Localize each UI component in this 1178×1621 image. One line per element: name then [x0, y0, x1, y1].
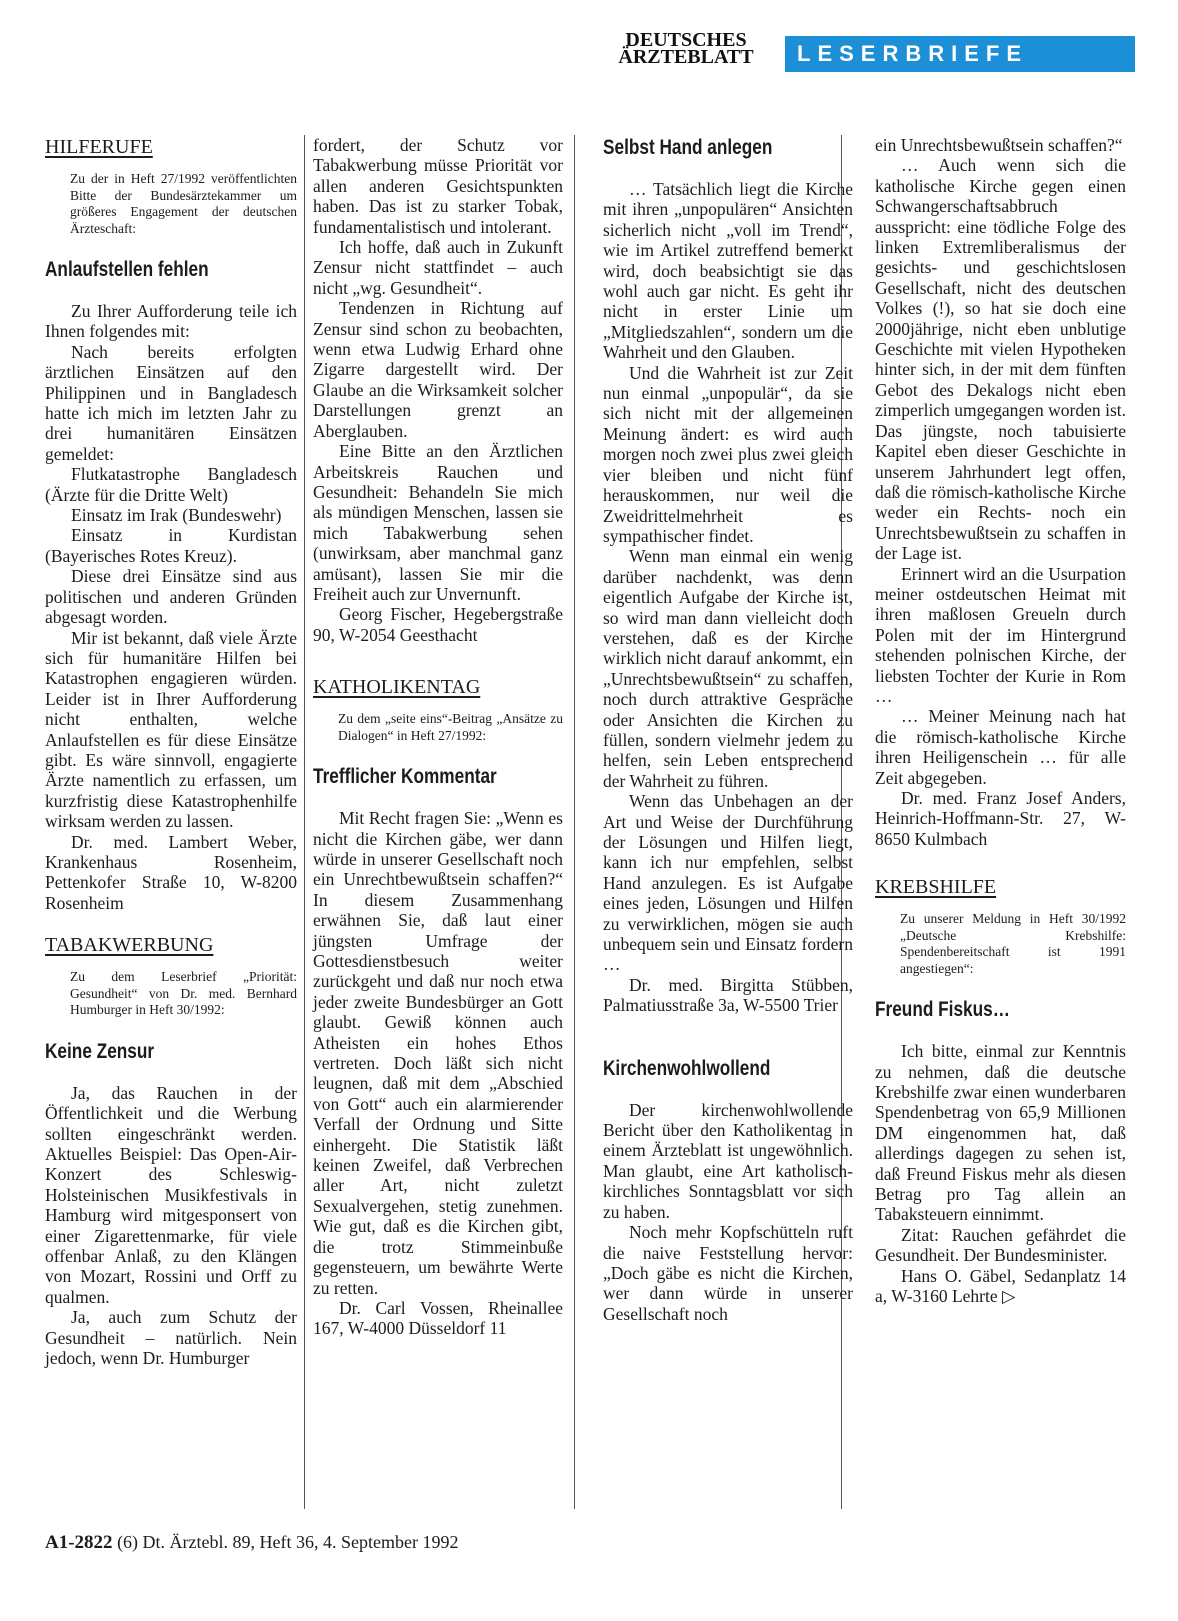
paragraph: Erinnert wird an die Usurpation meiner ostdeutschen Heimat mit ihren maßlosen Greueln durch Polen mit der im Hintergrund stehenden polnischen Kirche, der liebsten Tochter der Kurie in Rom … [875, 563, 1126, 706]
letter-headline: Selbst Hand anlegen [603, 136, 773, 159]
paragraph: Noch mehr Kopfschütteln ruft die naive Feststellung hervor: „Doch gäbe es nicht die Kirchen, wer dann würde in unserer Gesellschaft noch [603, 1222, 853, 1324]
page-footer [45, 1532, 458, 1554]
author-signature: Dr. med. Birgitta Stübben, Palmatiusstraße 3a, W-5500 Trier [603, 974, 853, 1016]
paragraph: Tendenzen in Richtung auf Zensur sind schon zu beobachten, wenn etwa Ludwig Erhard ohne Zigarre dargestellt wird. Der Glaube an die Wirksamkeit solcher Darstellungen grenzt an Aberglauben. [313, 298, 563, 441]
page-number: A1-2822 [45, 1532, 113, 1553]
paragraph: Einsatz in Kurdistan (Bayerisches Rotes Kreuz). [45, 525, 297, 566]
author-signature: Dr. Carl Vossen, Rheinallee 167, W-4000 Düsseldorf 11 [313, 1297, 563, 1339]
letter-intro: Zu dem Leserbrief „Priorität: Gesundheit“ von Dr. med. Bernhard Humburger in Heft 30/1992: [70, 969, 297, 1018]
paragraph: … Tatsächlich liegt die Kirche mit ihren „unpopulären“ Ansichten sicherlich nicht „voll im Trend“, wie im Artikel zutreffend bemerkt wird, doch beabsichtigt sie das wohl auch gar nicht. Es geht ihr nicht in erster Linie um „Mitgliedszahlen“, sondern um die Wahrheit und den Glauben. [603, 179, 853, 363]
section-heading: TABAKWERBUNG [45, 934, 214, 957]
paragraph: … Auch wenn sich die katholische Kirche gegen einen Schwangerschaftsabbruch ausspricht: eine tödliche Folge des linken Extremliberalismus der gesichts- und geschichtslosen Gesellschaft, nicht des deutschen Volkes (!), so hat sie doch eine 2000jährige, nicht eben unblutige Geschichte mit vielen Hypotheken hinter sich, in der mit dem fünften Gebot des Dekalogs nicht eben zimperlich umgegangen worden ist. Das jüngste, noch tabuisierte Kapitel eben dieser Geschichte in unserem Jahrhundert legt offen, daß die römisch-katholische Kirche weder ein Rechts- noch ein Unrechtsbewußtsein zu schaffen in der Lage ist. [875, 155, 1126, 564]
paragraph: Zu Ihrer Aufforderung teile ich Ihnen folgendes mit: [45, 301, 297, 342]
section-heading: HILFERUFE [45, 136, 153, 158]
paragraph: Ja, auch zum Schutz der Gesundheit – natürlich. Nein jedoch, wenn Dr. Humburger [45, 1307, 297, 1368]
column-rule [304, 135, 305, 1509]
author-signature: Hans O. Gäbel, Sedanplatz 14 a, W-3160 Lehrte ▷ [875, 1265, 1126, 1307]
paragraph: Wenn man einmal ein wenig darüber nachdenkt, was denn eigentlich Aufgabe der Kirche ist, so wird man dann vielleicht doch verstehen, daß es der Kirche wirklich nicht darauf ankommt, ein „Unrechtsbewußtsein“ zu schaffen, noch durch attraktive Gespräche oder Ansichten die Kirchen zu füllen, sondern vielmehr jedem zu helfen, sein Leben entsprechend der Wahrheit zu führen. [603, 546, 853, 791]
section-heading: KATHOLIKENTAG [313, 676, 481, 699]
citation: (6) Dt. Ärztebl. 89, Heft 36, 4. September 1992 [117, 1532, 459, 1552]
column-3 [603, 135, 853, 1324]
journal-masthead [604, 29, 768, 68]
column-rule [574, 135, 575, 1509]
letter-headline: Anlaufstellen fehlen [45, 258, 209, 281]
paragraph: Wenn das Unbehagen an der Art und Weise der Durchführung der Lösungen und Hilfen liegt, kann ich nur empfehlen, selbst Hand anzulegen. Es ist Aufgabe eines jeden, Lösungen und Hilfen zu verwirklichen, mögen sie auch unbequem sein und Einsatz fordern … [603, 791, 853, 975]
paragraph: Diese drei Einsätze sind aus politischen und anderen Gründen abgesagt worden. [45, 566, 297, 628]
author-signature: Dr. med. Franz Josef Anders, Heinrich-Hoffmann-Str. 27, W-8650 Kulmbach [875, 788, 1126, 849]
paragraph: Ich bitte, einmal zur Kenntnis zu nehmen, daß die deutsche Krebshilfe zwar einen wunderbaren Spendenbetrag von 65,9 Millionen DM eingenommen hat, daß allerdings dagegen zu sehen ist, daß Freund Fiskus mehr als diesen Betrag pro Tag allein an Tabaksteuern einnimmt. [875, 1041, 1126, 1225]
letter-headline: Kirchenwohlwollend [603, 1056, 771, 1080]
letter-intro: Zu der in Heft 27/1992 veröffentlichten Bitte der Bundesärztekammer um größeres Engagement der deutschen Ärzteschaft: [70, 171, 297, 236]
letter-headline: Keine Zensur [45, 1039, 155, 1063]
letter-intro: Zu dem „seite eins“-Beitrag „Ansätze zu Dialogen“ in Heft 27/1992: [338, 711, 563, 743]
paragraph: fordert, der Schutz vor Tabakwerbung müsse Priorität vor allen anderen Gesichtspunkten haben. Das ist zu starker Tobak, fundamentalistisch und intolerant. [313, 135, 563, 237]
paragraph: ein Unrechtsbewußtsein schaffen?“ [875, 135, 1123, 155]
column-4 [875, 135, 1126, 1307]
paragraph: … Meiner Meinung nach hat die römisch-katholische Kirche ihren Heiligenschein … für alle Zeit abgegeben. [875, 706, 1126, 788]
letter-headline: Trefflicher Kommentar [313, 765, 497, 789]
letter-intro: Zu unserer Meldung in Heft 30/1992 „Deutsche Krebshilfe: Spendenbereitschaft ist 1991 angestiegen“: [900, 911, 1126, 976]
column-2 [313, 135, 563, 1339]
column-1 [45, 135, 297, 1368]
section-heading: KREBSHILFE [875, 876, 997, 899]
paragraph: Einsatz im Irak (Bundeswehr) [71, 505, 282, 526]
paragraph: Eine Bitte an den Ärztlichen Arbeitskreis Rauchen und Gesundheit: Behandeln Sie mich als mündigen Menschen, lassen sie mich Tabakwerbung sehen (unwirksam, aber manchmal ganz amüsant), lassen Sie mir die Freiheit auch zur Unvernunft. [313, 441, 563, 604]
author-signature: Dr. med. Lambert Weber, Krankenhaus Rosenheim, Pettenkofer Straße 10, W-8200 Rosenheim [45, 831, 297, 913]
paragraph: Zitat: Rauchen gefährdet die Gesundheit. Der Bundesminister. [875, 1224, 1126, 1266]
author-signature: Georg Fischer, Hegebergstraße 90, W-2054 Geesthacht [313, 604, 563, 645]
paragraph: Und die Wahrheit ist zur Zeit nun einmal „unpopulär“, da sie sich nicht mit der allgemeinen Meinung ändert: es wird auch morgen noch zwei plus zwei gleich vier bleiben und nicht fünf herauskommen, nur weil die Zweidrittelmehrheit es sympathischer findet. [603, 362, 853, 546]
paragraph: Mit Recht fragen Sie: „Wenn es nicht die Kirchen gäbe, wer dann würde in unserer Gesellschaft noch ein Unrechtbewußtsein schaffen?“ In diesem Zusammenhang erwähnen Sie, daß laut einer jüngsten Umfrage der Gottesdienstbesuch weiter zurückgeht und daß nur noch etwa jeder zweite Bundesbürger an Gott glaubt. Gewiß können auch Atheisten ein hohes Ethos vertreten. Doch läßt sich nicht leugnen, daß mit dem „Abschied von Gott“ auch ein alarmierender Verfall der Ordnung und Sitte einhergeht. Die Statistik läßt keinen Zweifel, daß Verbrechen aller Art, nicht zuletzt Sexualvergehen, stetig zunehmen. Wie gut, daß es die Kirchen gibt, die trotz Stimmeinbuße gegensteuern, um bewährte Werte zu retten. [313, 808, 563, 1298]
section-tag: LESERBRIEFE [785, 36, 1135, 72]
masthead-line-1: DEUTSCHES [625, 29, 747, 51]
paragraph: Mir ist bekannt, daß viele Ärzte sich für humanitäre Hilfen bei Katastrophen engagieren würden. Leider ist in Ihrer Aufforderung nicht enthalten, welche Anlaufstellen es für diese Einsätze gibt. Es wäre sinnvoll, engagierte Ärzte namentlich zu erfassen, um kurzfristig diese Katastrophenhilfe wirksam werden zu lassen. [45, 627, 297, 832]
letter-headline: Freund Fiskus… [875, 998, 1010, 1022]
paragraph: Der kirchenwohlwollende Bericht über den Katholikentag in einem Ärzteblatt ist ungewöhnlich. Man glaubt, eine Art katholisch-kirchliches Sonntagsblatt vor sich zu haben. [603, 1099, 853, 1222]
paragraph: Flutkatastrophe Bangladesch (Ärzte für die Dritte Welt) [45, 464, 297, 505]
paragraph: Ich hoffe, daß auch in Zukunft Zensur nicht stattfindet – auch nicht „wg. Gesundheit“. [313, 237, 563, 298]
paragraph: Ja, das Rauchen in der Öffentlichkeit und die Werbung sollten eingeschränkt werden. Aktuelles Beispiel: Das Open-Air-Konzert des Schleswig-Holsteinischen Musikfestivals in Hamburg wird mitgesponsert von einer Zigarettenmarke, für viele offenbar Anlaß, zu den Klängen von Mozart, Rossini und Orff zu qualmen. [45, 1082, 297, 1307]
paragraph: Nach bereits erfolgten ärztlichen Einsätzen auf den Philippinen und in Bangladesch hatte ich mich im letzten Jahr zu drei humanitären Einsätzen gemeldet: [45, 341, 297, 464]
masthead-line-2: ÄRZTEBLATT [618, 46, 754, 68]
